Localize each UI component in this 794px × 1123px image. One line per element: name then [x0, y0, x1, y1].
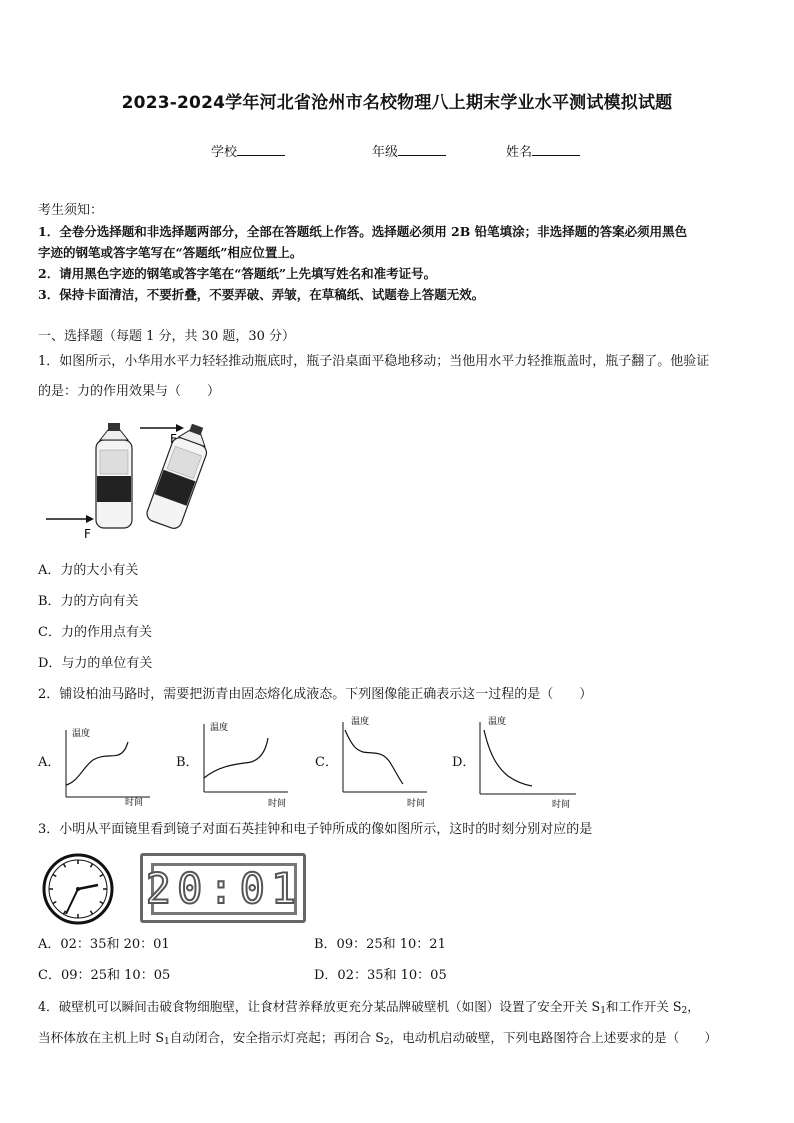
grade-field[interactable] — [372, 141, 446, 160]
q2-stem: 2．铺设柏油马路时，需要把沥青由固态熔化成液态。下列图像能正确表示这一过程的是（ ） — [38, 687, 593, 702]
name-field[interactable] — [506, 141, 580, 160]
q2-graph-b-ylabel: 温度 — [210, 723, 229, 733]
q1-stem-line1: 1．如图所示，小华用水平力轻轻推动瓶底时，瓶子沿桌面平稳地移动；当他用水平力轻推瓶盖时，瓶子翻了。他验证 — [38, 354, 710, 369]
page-title: 2023-2024学年河北省沧州市名校物理八上期末学业水平测试模拟试题 — [121, 93, 673, 113]
q4-line1-comma: ， — [687, 999, 700, 1014]
q2-graph-c[interactable] — [335, 712, 435, 808]
notice-item-1a: 1．全卷分选择题和非选择题两部分，全部在答题纸上作答。选择题必须用 2B 铅笔填涂；非选择题的答案必须用黑色 — [38, 224, 688, 239]
q1-stem-line2: 的是：力的作用效果与（ ） — [38, 384, 221, 399]
q2-option-a-letter[interactable]: A． — [38, 755, 61, 770]
wall-clock-image — [40, 852, 120, 926]
q2-graph-d[interactable] — [472, 712, 582, 808]
q4-sub-s2: 2 — [681, 1006, 688, 1016]
q1-option-a[interactable]: A．力的大小有关 — [38, 563, 139, 578]
q1-option-d[interactable]: D．与力的单位有关 — [38, 656, 153, 671]
q3-stem: 3．小明从平面镜里看到镜子对面石英挂钟和电子钟所成的像如图所示，这时的时刻分别对应的是 — [38, 822, 593, 837]
q2-graph-c-xlabel: 时间 — [407, 799, 426, 808]
school-blank[interactable] — [237, 143, 285, 156]
q2-graph-d-xlabel: 时间 — [552, 800, 571, 808]
clock-minute-hand — [66, 889, 78, 914]
q2-graph-c-ylabel: 温度 — [351, 717, 370, 727]
q4-sub-s1: 1 — [600, 1006, 606, 1016]
q3-option-a[interactable]: A．02：35和 20：01 — [38, 937, 170, 952]
q1-option-b[interactable]: B．力的方向有关 — [38, 594, 139, 609]
school-field[interactable] — [211, 141, 285, 160]
q4-sub-s2b: 2 — [383, 1037, 390, 1047]
digital-clock-frame — [140, 853, 306, 923]
notice-item-1b: 字迹的钢笔或答字笔写在“答题纸”相应位置上。 — [38, 245, 303, 260]
school-label: 学校 — [211, 145, 238, 160]
q4-stem-line2 — [38, 1028, 717, 1052]
q4-line1-part1: 4．破壁机可以瞬间击破食物细胞壁，让食材营养释放更充分某品牌破壁机（如图）设置了安全开关 S — [38, 999, 601, 1014]
force-label-top: F — [170, 432, 177, 446]
notice-item-3: 3．保持卡面清洁，不要折叠，不要弄破、弄皱，在草稿纸、试题卷上答题无效。 — [38, 287, 485, 302]
force-arrow-bottom — [46, 515, 94, 541]
q3-option-c[interactable]: C．09：25和 10：05 — [38, 968, 171, 983]
q2-option-d-letter[interactable]: D． — [452, 755, 476, 770]
q2-graph-a[interactable] — [58, 722, 158, 806]
q3-option-b[interactable]: B．09：25和 10：21 — [314, 937, 446, 952]
section-heading: 一、选择题（每题 1 分，共 30 题，30 分） — [38, 329, 296, 344]
notice-heading: 考生须知： — [38, 203, 104, 218]
q2-option-b-letter[interactable]: B． — [176, 755, 199, 770]
q2-graph-a-ylabel: 温度 — [72, 729, 91, 739]
q4-line2-part2: 自动闭合，安全指示灯亮起；再闭合 S — [169, 1030, 384, 1045]
name-blank[interactable] — [532, 143, 580, 156]
q4-line2-part1: 当杯体放在主机上时 S — [38, 1030, 164, 1045]
q1-option-c[interactable]: C．力的作用点有关 — [38, 625, 152, 640]
q4-stem-line1 — [38, 997, 700, 1021]
notice-item-2: 2．请用黑色字迹的钢笔或答字笔在“答题纸”上先填写姓名和准考证号。 — [38, 266, 437, 281]
tilted-bottle-image — [145, 420, 215, 531]
force-label-bottom: F — [84, 527, 91, 541]
q4-sub-s1b: 1 — [163, 1037, 170, 1047]
q2-graph-a-xlabel: 时间 — [125, 798, 144, 806]
q4-line1-part2: 和工作开关 S — [605, 999, 682, 1014]
clock-hour-hand — [78, 885, 98, 889]
digital-clock-reading: 20:01 — [145, 864, 303, 913]
q2-option-c-letter[interactable]: C． — [315, 755, 338, 770]
name-label: 姓名 — [506, 145, 533, 160]
q2-graph-d-ylabel: 温度 — [488, 717, 507, 727]
q2-graph-b[interactable] — [196, 716, 296, 808]
q1-bottles-figure — [40, 420, 220, 545]
grade-label: 年级 — [372, 145, 399, 160]
q4-line2-part3: ，电动机启动破壁，下列电路图符合上述要求的是（ ） — [389, 1030, 718, 1045]
upright-bottle-image — [96, 423, 132, 528]
q3-option-d[interactable]: D．02：35和 10：05 — [314, 968, 447, 983]
grade-blank[interactable] — [398, 143, 446, 156]
q2-graph-b-xlabel: 时间 — [268, 799, 287, 808]
